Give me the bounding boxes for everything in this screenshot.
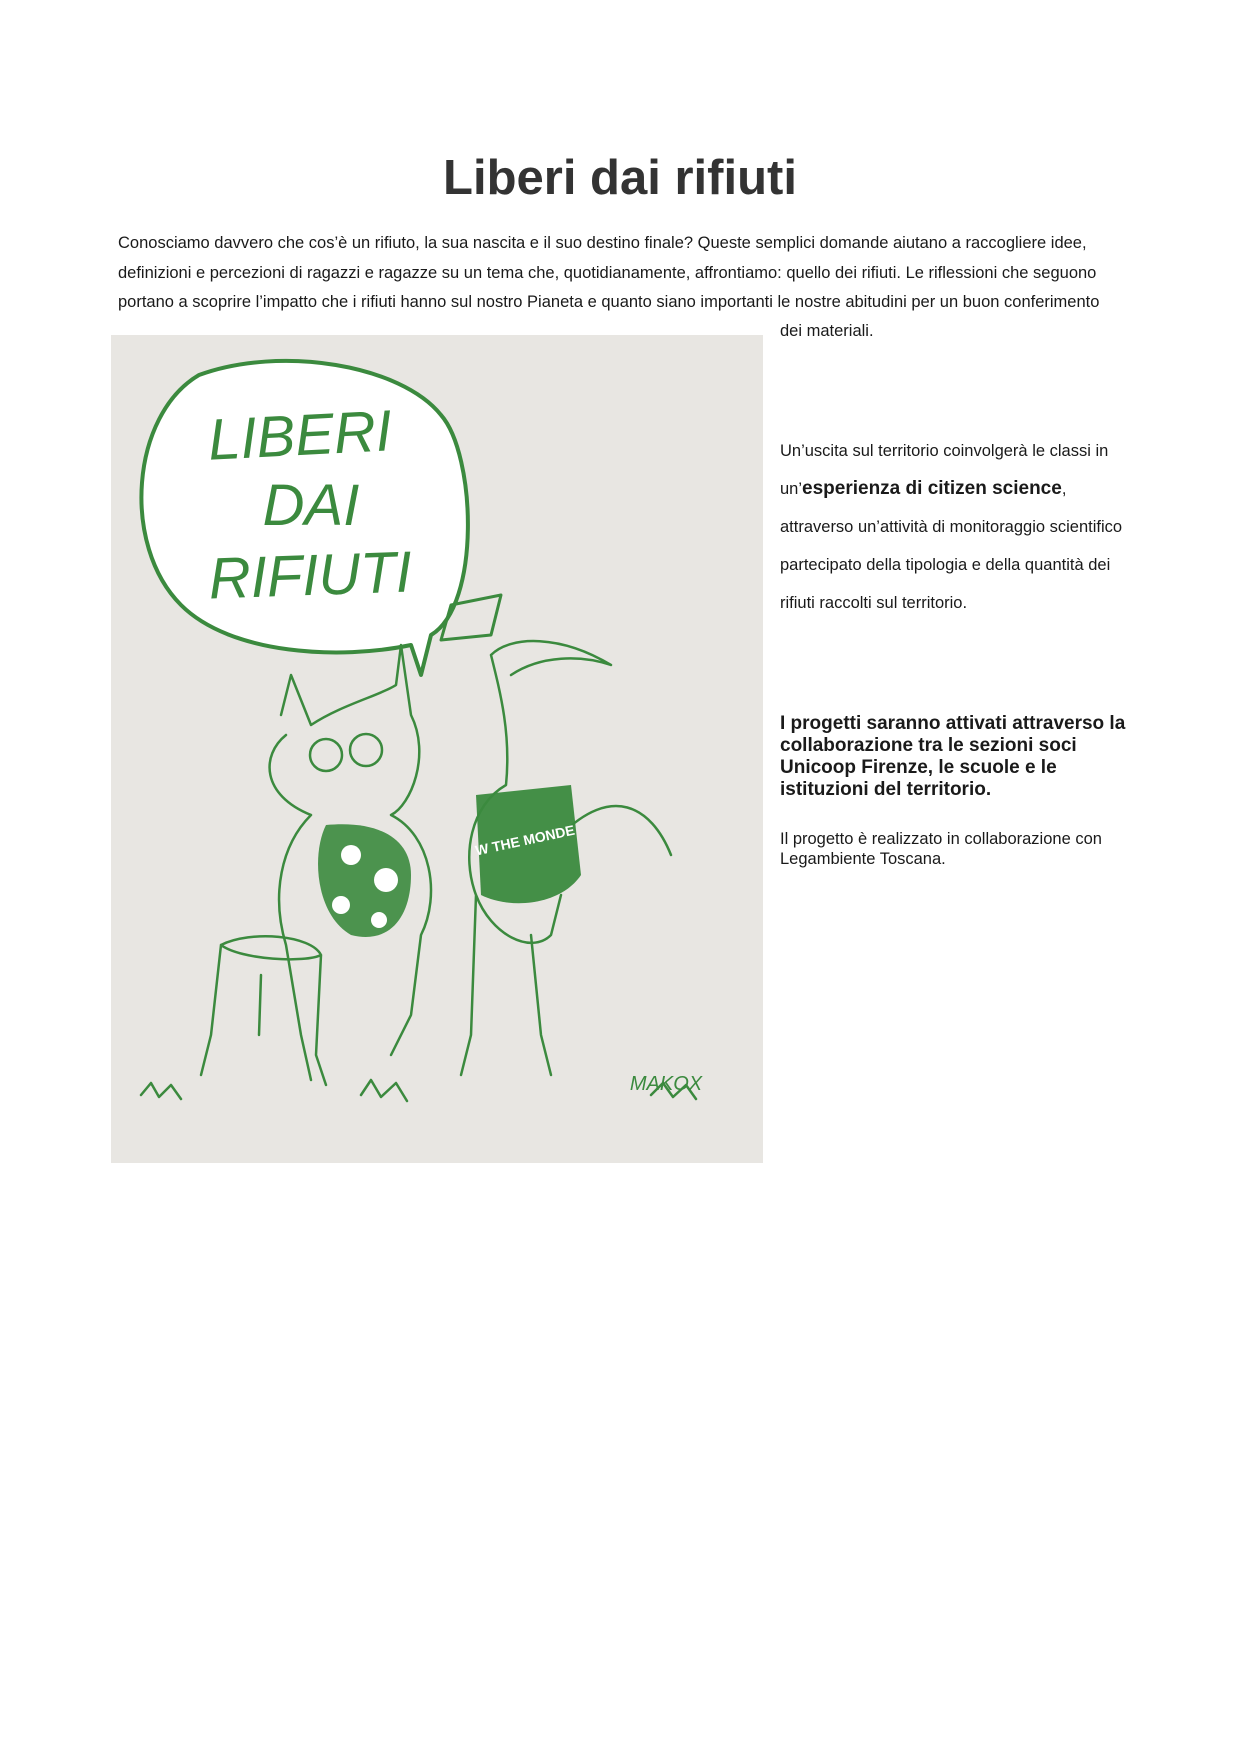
intro-continuation: dei materiali. — [780, 322, 874, 340]
projects-paragraph: I progetti saranno attivati attraverso la collaborazione tra le sezioni soci Unicoop Firenze, le scuole e le istituzioni del territorio. — [780, 713, 1126, 800]
citizen-science-highlight: esperienza di citizen science — [802, 478, 1062, 499]
partner-credit: Il progetto è realizzato in collaborazione con Legambiente Toscana. — [780, 830, 1102, 868]
speech-line-1: LIBERI — [206, 398, 394, 473]
shirt-text: W THE MONDE — [473, 821, 577, 859]
cartoon-illustration — [111, 335, 763, 1163]
page-title: Liberi dai rifiuti — [443, 151, 797, 205]
grass — [141, 1080, 696, 1101]
cartoon-drawing — [111, 335, 763, 1163]
intro-paragraph: Conosciamo davvero che cos’è un rifiuto, la sua nascita e il suo destino finale? Queste semplici domande aiutano a raccogliere idee, definizioni e percezioni di ragazzi e ragazze su un tema che, quotidianamente, affrontiamo: quello dei rifiuti. Le riflessioni che seguono portano a scoprire l’impatto che i rifiuti hanno sul nostro Pianeta e quanto siano importanti le nostre abitudini per un buon conferimento — [118, 234, 1100, 311]
artist-signature: MAKOX — [629, 1073, 703, 1095]
speech-line-2: DAI — [262, 473, 360, 538]
citizen-science-paragraph — [780, 432, 1140, 622]
speech-line-3: RIFIUTI — [207, 539, 413, 612]
citizen-text-before: Un’uscita sul territorio coinvolgerà le classi in un’ — [780, 442, 1109, 498]
citizen-text-after: , attraverso un’attività di monitoraggio scientifico partecipato della tipologia e della quantità dei rifiuti raccolti sul territorio. — [780, 480, 1123, 612]
